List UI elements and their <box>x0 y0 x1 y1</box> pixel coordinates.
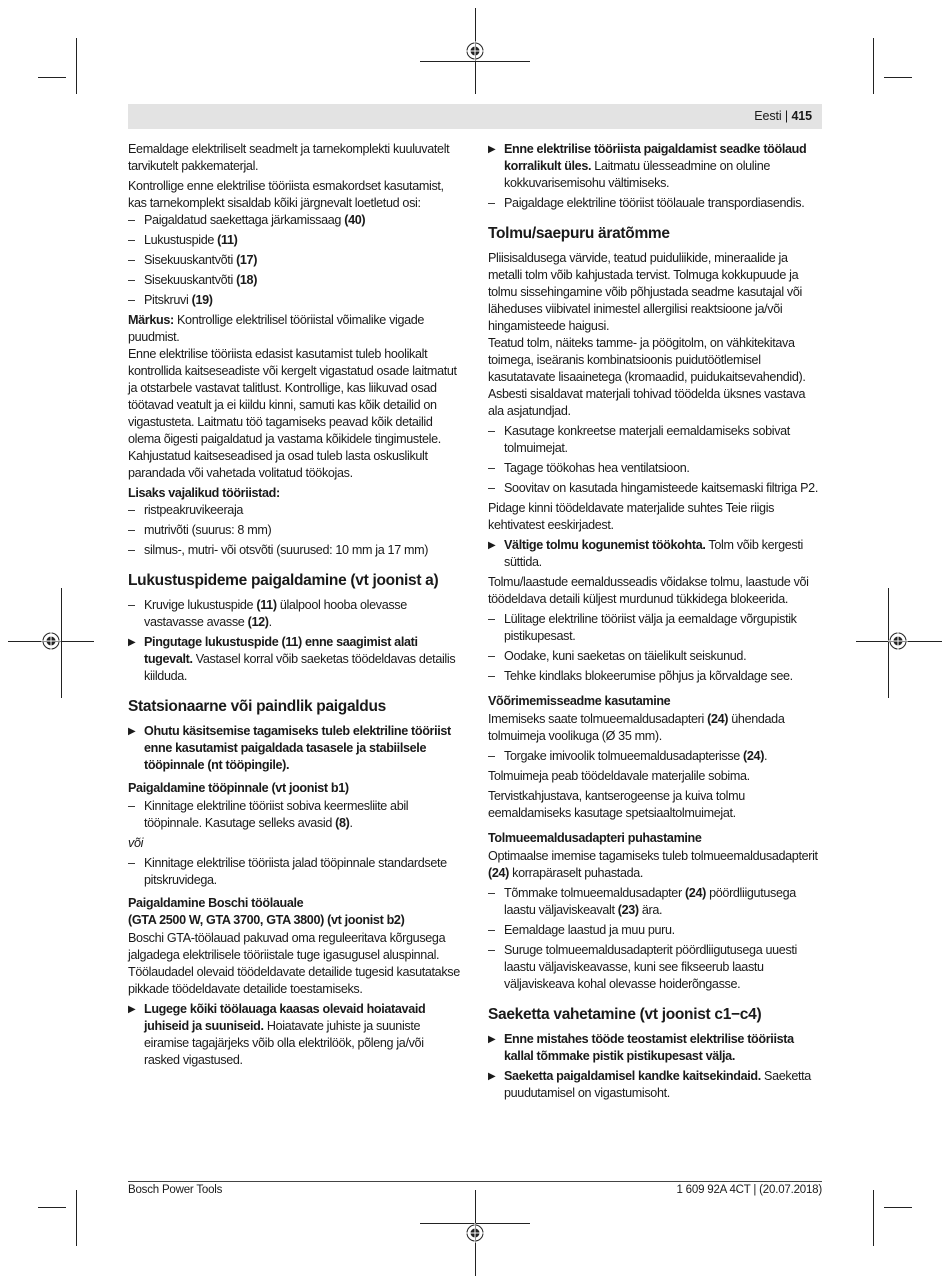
subsection-heading: Paigaldamine tööpinnale (vt joonist b1) <box>128 781 349 795</box>
crop-mark <box>76 38 77 94</box>
list-item: – Kruvige lukustuspide (11) ülalpool hooba olevasse vastavasse avasse (12). <box>128 597 460 631</box>
list-item: – Tagage töökohas hea ventilatsioon. <box>488 460 822 477</box>
paragraph: Boschi GTA-töölauad pakuvad oma reguleeritava kõrgusega jalgadega elektrilisele tööriistale tuge igasugusel aluspinnal. Töölaudadel olevaid töödeldavate detailide tugesid kasutatakse pikkade töödeldavate detailide toestamiseks. <box>128 931 460 996</box>
tools-heading: Lisaks vajalikud tööriistad: <box>128 486 280 500</box>
footer-divider <box>128 1181 822 1182</box>
list-item: – Kasutage konkreetse materjali eemaldamiseks sobivat tolmuimejat. <box>488 423 822 457</box>
note-paragraph: Märkus: Kontrollige elektrilisel tööriistal võimalike vigade puudmist. <box>128 313 425 344</box>
warning-item: ▶ Enne elektrilise tööriista paigaldamist seadke töölaud korralikult üles. Laitmatu ülesseadmine on oluline kokkuvarisemisohu vältimiseks. <box>488 141 822 192</box>
paragraph: Teatud tolm, näiteks tamme- ja pöögitolm, on vähkitekitava toimega, iseäranis kombinatsioonis puidutöötlemisel kasutatavate lisaainetega (kromaadid, puidukaitsevahendid). Asbesti sisaldavat materjali tohivad töödelda üksnes vastava ala asjatundjad. <box>488 336 806 418</box>
warning-item: ▶ Saeketta paigaldamisel kandke kaitsekindaid. Saeketta puudutamisel on vigastumisoht. <box>488 1068 822 1102</box>
subsection-heading: Paigaldamine Boschi töölauale (GTA 2500 W, GTA 3700, GTA 3800) (vt joonist b2) <box>128 896 405 927</box>
registration-line <box>61 588 62 698</box>
registration-target-icon <box>41 631 61 651</box>
crop-mark <box>76 1190 77 1246</box>
registration-line <box>420 61 530 62</box>
list-item: – Suruge tolmueemaldusadapterit pöördliigutusega uuesti laastu väljaviskeavasse, kuni see fikseerub laastu väljaviskeava kohal olevasse hoiderõngasse. <box>488 942 822 993</box>
crop-mark <box>873 1190 874 1246</box>
page-number: 415 <box>791 109 812 123</box>
registration-target-icon <box>888 631 908 651</box>
crop-mark <box>873 38 874 94</box>
warning-item: ▶ Vältige tolmu kogunemist töökohta. Tolm võib kergesti süttida. <box>488 537 822 571</box>
paragraph: Tolmuimeja peab töödeldavale materjalile sobima. <box>488 769 750 783</box>
paragraph: Tolmu/laastude eemaldusseadis võidakse tolmu, laastude või töödeldava detaili küljest murdunud tükkidega blokeerida. <box>488 575 809 606</box>
page-header <box>128 104 822 129</box>
header-language: Eesti <box>754 109 782 123</box>
list-item: – mutrivõti (suurus: 8 mm) <box>128 522 460 539</box>
list-item: – Oodake, kuni saeketas on täielikult seiskunud. <box>488 648 822 665</box>
list-item: – Sisekuuskantvõti (17) <box>128 252 460 269</box>
right-column <box>488 141 822 1105</box>
warning-item: ▶ Lugege kõiki töölauaga kaasas olevaid hoiatavaid juhiseid ja suuniseid. Hoiatavate juhiste ja suuniste eiramise tagajärjeks võib olla elektrilöök, põleng ja/või rasked vigastused. <box>128 1001 460 1069</box>
paragraph: Kontrollige enne elektrilise tööriista esmakordset kasutamist, kas tarnekomplekt sisaldab kõiki järgnevalt loetletud osi: <box>128 179 444 210</box>
paragraph: Pliisisaldusega värvide, teatud puiduliikide, mineraalide ja metalli tolm võib kahjustada tervist. Tolmuga kokkupuude ja tolmu sissehingamine võib põhjustada seadme kasutajal või läheduses viibivatel inimestel allergilisi reaktsioone ja/või hingamisteede haigusi. <box>488 251 802 333</box>
list-item: – Pitskruvi (19) <box>128 292 460 309</box>
paragraph: Tervistkahjustava, kantserogeense ja kuiva tolmu eemaldamiseks kasutage spetsiaaltolmuimejat. <box>488 789 745 820</box>
list-item: – Torgake imivoolik tolmueemaldusadapterisse (24). <box>488 748 822 765</box>
section-heading: Tolmu/saepuru äratõmme <box>488 225 670 242</box>
crop-mark <box>884 1207 912 1208</box>
paragraph: Kahjustatud kaitseseadised ja osad tuleb lasta oskuslikult parandada või vahetada volitatud töökojas. <box>128 449 428 480</box>
footer-brand: Bosch Power Tools <box>128 1184 223 1196</box>
paragraph: Optimaalse imemise tagamiseks tuleb tolmueemaldusadapterit (24) korrapäraselt puhastada. <box>488 849 818 880</box>
subsection-heading: Tolmueemaldusadapteri puhastamine <box>488 831 702 845</box>
left-column <box>128 141 460 1072</box>
list-item: – Kinnitage elektriline tööriist sobiva keermesliite abil tööpinnale. Kasutage selleks avasid (8). <box>128 798 460 832</box>
crop-mark <box>884 77 912 78</box>
or-text: või <box>128 836 144 850</box>
list-item: – Eemaldage laastud ja muu puru. <box>488 922 822 939</box>
registration-target-icon <box>465 1223 485 1243</box>
list-item: – Soovitav on kasutada hingamisteede kaitsemaski filtriga P2. <box>488 480 822 497</box>
paragraph: Enne elektrilise tööriista edasist kasutamist tuleb hoolikalt kontrollida kaitseseadiste või kergelt vigastatud osade laitmatut ja otstarbele vastavat talitlust. Kontrollige, kas liikuvad osad töötavad veatult ja ei kiildu kinni, samuti kas kõik detailid on vigastusteta. Laitmatu töö tagamiseks peavad kõik detailid olema õigesti paigaldatud ja vastama kõikidele tingimustele. <box>128 347 457 446</box>
paragraph: Eemaldage elektriliselt seadmelt ja tarnekomplekti kuuluvatelt tarvikutelt pakkematerjal. <box>128 142 450 173</box>
paragraph: Imemiseks saate tolmueemaldusadapteri (24) ühendada tolmuimeja voolikuga (Ø 35 mm). <box>488 712 785 743</box>
list-item: – Paigaldage elektriline tööriist töölauale transpordiasendis. <box>488 195 822 212</box>
list-item: – ristpeakruvikeeraja <box>128 502 460 519</box>
list-item: – Sisekuuskantvõti (18) <box>128 272 460 289</box>
warning-item: ▶ Ohutu käsitsemise tagamiseks tuleb elektriline tööriist enne kasutamist paigaldada tasasele ja stabiilsele tööpinnale (nt tööpingile). <box>128 723 460 774</box>
section-heading: Saeketta vahetamine (vt joonist c1−c4) <box>488 1006 762 1023</box>
paragraph: Pidage kinni töödeldavate materjalide suhtes Teie riigis kehtivatest eeskirjadest. <box>488 501 775 532</box>
header-text: Eesti | 415 <box>754 109 812 123</box>
list-item: – Lukustuspide (11) <box>128 232 460 249</box>
registration-target-icon <box>465 41 485 61</box>
warning-item: ▶ Enne mistahes tööde teostamist elektrilise tööriista kallal tõmmake pistik pistikupesast välja. <box>488 1031 822 1065</box>
list-item: – silmus-, mutri- või otsvõti (suurused: 10 mm ja 17 mm) <box>128 542 460 559</box>
footer-doc-id: 1 609 92A 4CT | (20.07.2018) <box>676 1184 822 1196</box>
subsection-heading: Võõrimemisseadme kasutamine <box>488 694 671 708</box>
section-heading: Statsionaarne või paindlik paigaldus <box>128 698 386 715</box>
warning-item: ▶ Pingutage lukustuspide (11) enne saagimist alati tugevalt. Vastasel korral võib saeketas töödeldavas detailis kiilduda. <box>128 634 460 685</box>
list-item: – Paigaldatud saekettaga järkamissaag (40) <box>128 212 460 229</box>
list-item: – Tõmmake tolmueemaldusadapter (24) pöördliigutusega laastu väljaviskeavalt (23) ära. <box>488 885 822 919</box>
section-heading: Lukustuspideme paigaldamine (vt joonist a) <box>128 572 439 589</box>
crop-mark <box>38 1207 66 1208</box>
list-item: – Lülitage elektriline tööriist välja ja eemaldage võrgupistik pistikupesast. <box>488 611 822 645</box>
list-item: – Kinnitage elektrilise tööriista jalad tööpinnale standardsete pitskruvidega. <box>128 855 460 889</box>
crop-mark <box>38 77 66 78</box>
list-item: – Tehke kindlaks blokeerumise põhjus ja kõrvaldage see. <box>488 668 822 685</box>
